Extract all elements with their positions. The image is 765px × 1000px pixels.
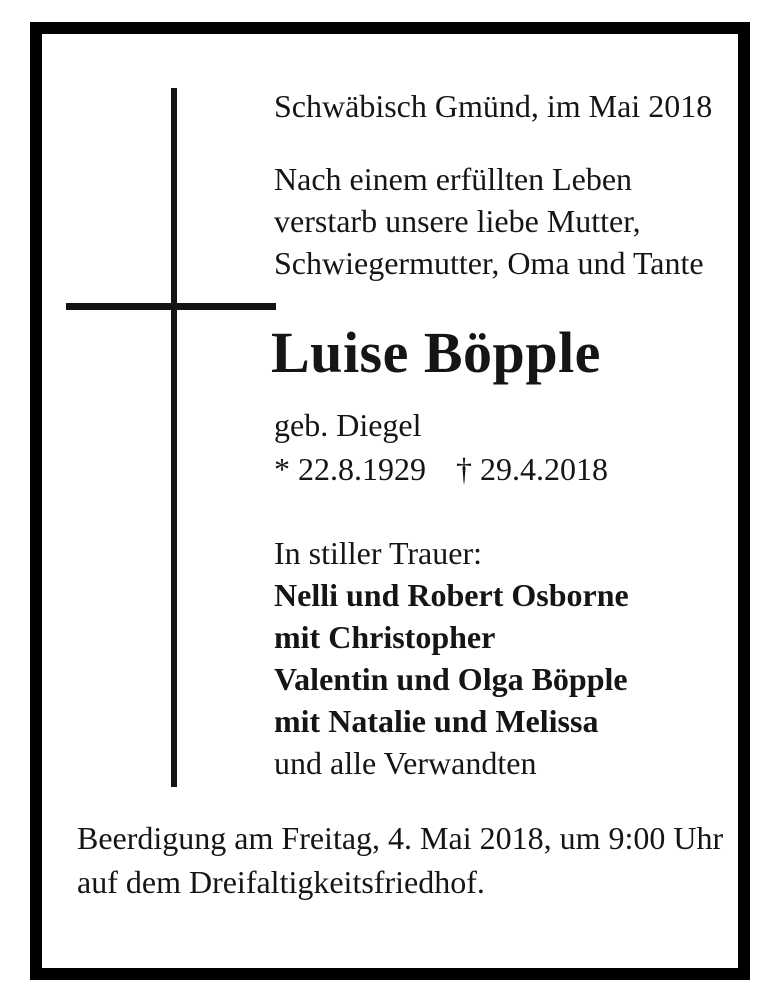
deceased-name: Luise Böpple xyxy=(271,320,601,385)
funeral-line-1: Beerdigung am Freitag, 4. Mai 2018, um 9:00 Uhr xyxy=(77,820,724,856)
memorial-cross-icon xyxy=(171,88,177,787)
mourners-list xyxy=(274,574,629,784)
intro-line-2: verstarb unsere liebe Mutter, xyxy=(274,203,641,239)
maiden-name: geb. Diegel xyxy=(274,407,422,443)
mourner-line-4: mit Natalie und Melissa xyxy=(274,703,599,739)
dateline: Schwäbisch Gmünd, im Mai 2018 xyxy=(274,88,713,124)
intro-line-3: Schwiegermutter, Oma und Tante xyxy=(274,245,704,281)
funeral-line-2: auf dem Dreifaltigkeitsfriedhof. xyxy=(77,864,485,900)
death-date: † 29.4.2018 xyxy=(456,451,608,487)
life-dates xyxy=(274,448,608,490)
mourner-line-2: mit Christopher xyxy=(274,619,496,655)
intro-text xyxy=(274,158,704,284)
intro-line-1: Nach einem erfüllten Leben xyxy=(274,161,633,197)
mourner-line-1: Nelli und Robert Osborne xyxy=(274,577,629,613)
mourning-label: In stiller Trauer: xyxy=(274,535,482,571)
birth-date: * 22.8.1929 xyxy=(274,451,426,487)
mourners-closing-line: und alle Verwandten xyxy=(274,745,537,781)
memorial-cross-icon-bar xyxy=(66,303,276,310)
funeral-info xyxy=(77,816,723,904)
mourner-line-3: Valentin und Olga Böpple xyxy=(274,661,628,697)
